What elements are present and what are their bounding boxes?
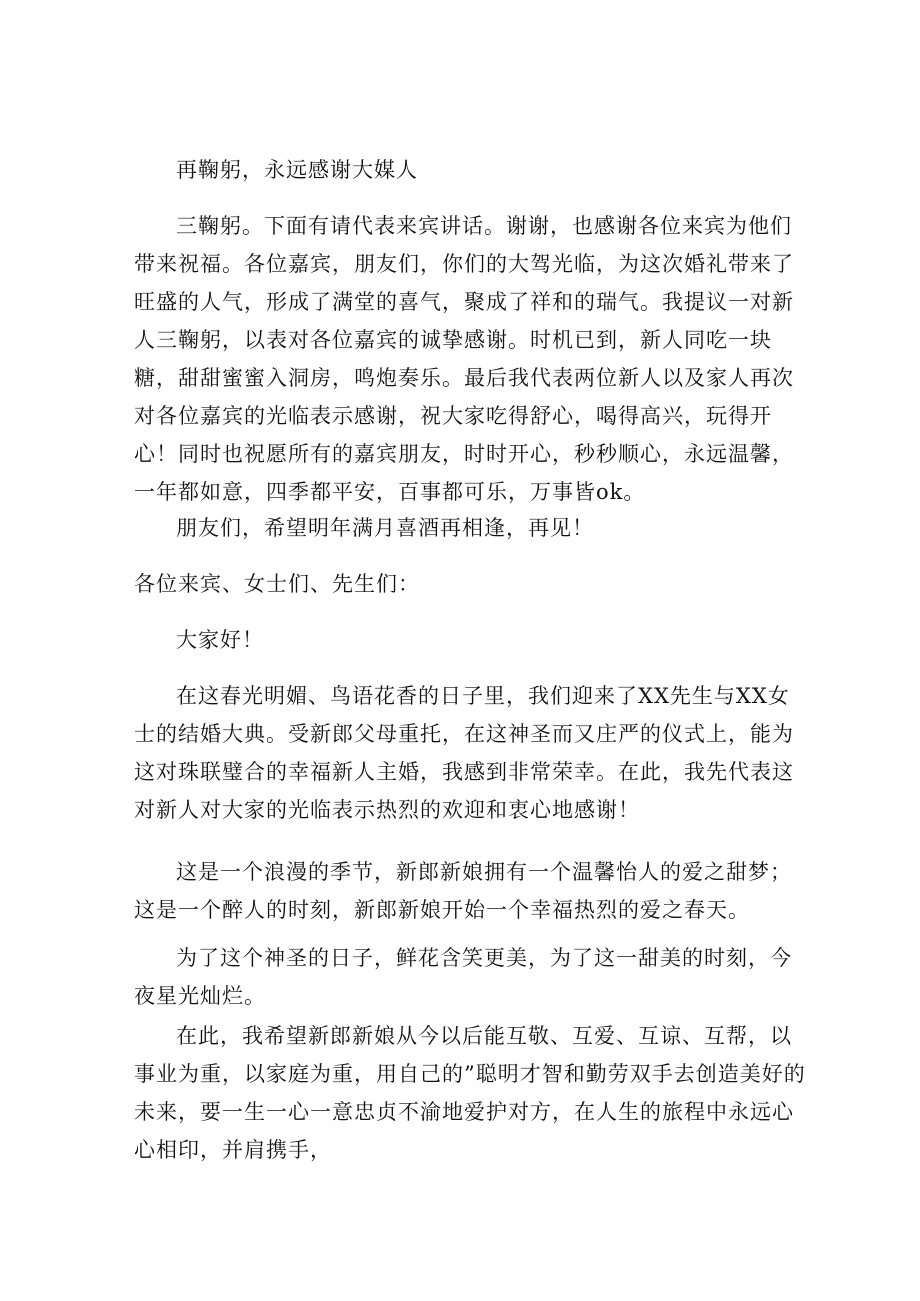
paragraph-8: 为了这个神圣的日子，鲜花含笑更美，为了这一甜美的时刻，今夜星光灿烂。 bbox=[134, 946, 792, 1008]
paragraph-3: 朋友们，希望明年满月喜酒再相逢，再见！ bbox=[176, 516, 594, 540]
paragraph-7: 这是一个浪漫的季节，新郎新娘拥有一个温馨怡人的爱之甜梦；这是一个醉人的时刻，新郎新娘开始一个幸福热烈的爱之春天。 bbox=[134, 860, 792, 922]
paragraph-5: 大家好！ bbox=[176, 628, 264, 652]
paragraph-6: 在这春光明媚、鸟语花香的日子里，我们迎来了XX先生与XX女士的结婚大典。受新郎父母重托，在这神圣而又庄严的仪式上，能为这对珠联璧合的幸福新人主婚，我感到非常荣幸。在此，我先代表这对新人对大家的光临表示热烈的欢迎和衷心地感谢！ bbox=[134, 684, 794, 822]
paragraph-4: 各位来宾、女士们、先生们： bbox=[134, 572, 420, 596]
paragraph-1: 再鞠躬，永远感谢大媒人 bbox=[176, 158, 418, 182]
paragraph-9: 在此，我希望新郎新娘从今以后能互敬、互爱、互谅、互帮，以事业为重，以家庭为重，用自己的”聪明才智和勤劳双手去创造美好的未来，要一生一心一意忠贞不渝地爱护对方，在人生的旅程中永远心心相印，并肩携手， bbox=[134, 1024, 806, 1162]
paragraph-2: 三鞠躬。下面有请代表来宾讲话。谢谢，也感谢各位来宾为他们带来祝福。各位嘉宾，朋友们，你们的大驾光临，为这次婚礼带来了旺盛的人气，形成了满堂的喜气，聚成了祥和的瑞气。我提议一对新人三鞠躬，以表对各位嘉宾的诚挚感谢。时机已到，新人同吃一块糖，甜甜蜜蜜入洞房，鸣炮奏乐。最后我代表两位新人以及家人再次对各位嘉宾的光临表示感谢，祝大家吃得舒心，喝得高兴，玩得开心！同时也祝愿所有的嘉宾朋友，时时开心，秒秒顺心，永远温馨，一年都如意，四季都平安，百事都可乐，万事皆ok。 bbox=[134, 214, 794, 504]
